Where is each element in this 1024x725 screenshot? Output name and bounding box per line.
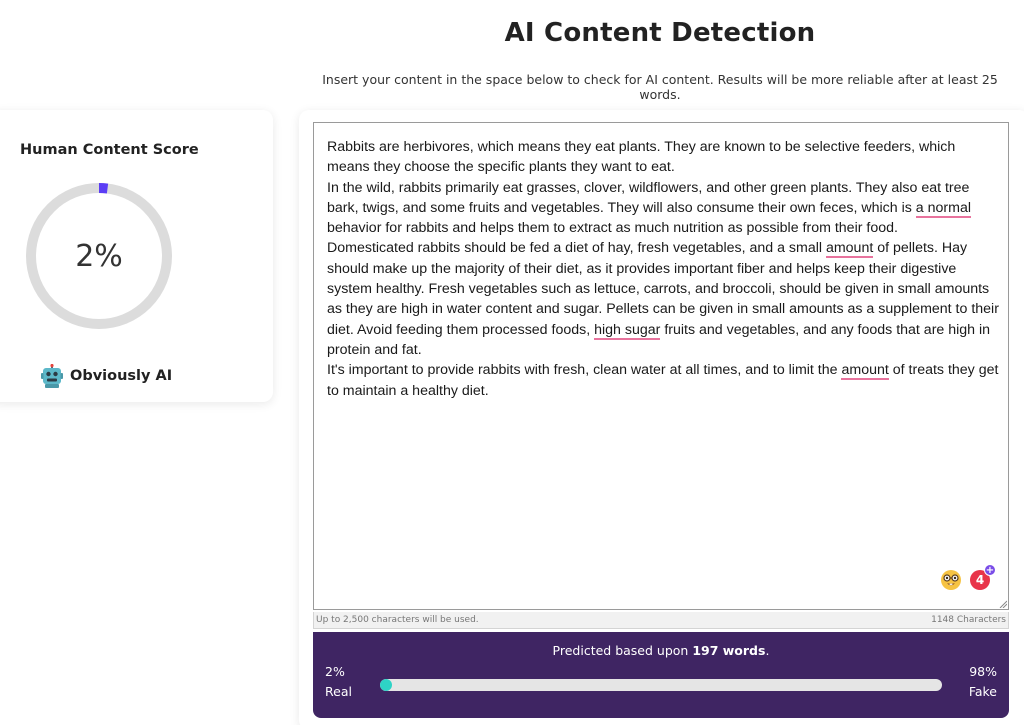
text-segment: In the wild, rabbits primarily eat grasses, clover, wildflowers, and other green plants. They also eat tree bark, twigs, and some fruits and vegetables. They will also consume their own feces, which is xyxy=(327,179,970,216)
fake-label: Fake xyxy=(968,684,997,699)
content-paragraph xyxy=(327,360,999,401)
text-segment: of treats they get to maintain a healthy diet. xyxy=(327,362,999,399)
fake-score xyxy=(969,662,997,702)
real-percent: 2% xyxy=(325,664,345,679)
text-segment: Rabbits are herbivores, which means they eat plants. They are known to be selective feeders, which means they choose the specific plants they want to eat. xyxy=(327,139,956,176)
real-score xyxy=(325,662,352,702)
robot-icon xyxy=(40,364,64,388)
text-segment: fruits and vegetables, and any foods that are high in protein and fat. xyxy=(327,321,991,358)
flagged-phrase[interactable]: amount xyxy=(825,240,874,257)
page-title: AI Content Detection xyxy=(504,18,816,48)
score-percent: 2% xyxy=(75,238,123,274)
verdict xyxy=(40,364,172,388)
word-count: 197 words xyxy=(692,643,766,658)
resize-handle-icon[interactable] xyxy=(999,600,1007,608)
prediction-caption xyxy=(313,643,1009,658)
char-limit-note: Up to 2,500 characters will be used. xyxy=(316,615,479,625)
editor-footer xyxy=(313,612,1009,629)
text-segment: of pellets. Hay should make up the majority of their diet, as it provides important fiber and helps keep their digestive system healthy. Fresh vegetables such as lettuce, carrots, and broccoli, should be given in small amounts as they are high in water content and sugar. Pellets can be given in small amounts as a supplement to their diet. Avoid feeding them processed foods, xyxy=(327,240,999,338)
content-paragraph xyxy=(327,137,999,178)
editor-icons xyxy=(940,565,995,591)
badge-plus-icon: + xyxy=(985,565,995,576)
real-fake-bar-fill xyxy=(380,679,392,691)
real-label: Real xyxy=(325,684,352,699)
flagged-phrase[interactable]: high sugar xyxy=(594,321,661,338)
text-segment: behavior for rabbits and helps them to extract as much nutrition as possible from their food. xyxy=(327,220,898,237)
page-subtitle: Insert your content in the space below to check for AI content. Results will be more reliable after at least 25 words. xyxy=(322,72,998,102)
content-paragraph xyxy=(327,178,999,239)
text-segment: Domesticated rabbits should be fed a diet of hay, fresh vegetables, and a small xyxy=(327,240,826,257)
content-textarea[interactable] xyxy=(313,122,1009,610)
real-fake-bar xyxy=(380,679,942,691)
content-text[interactable] xyxy=(327,137,999,401)
score-title: Human Content Score xyxy=(20,142,199,158)
prediction-panel xyxy=(313,632,1009,718)
grammar-badge-icon[interactable] xyxy=(970,565,995,590)
fake-percent: 98% xyxy=(969,664,997,679)
verdict-label: Obviously AI xyxy=(70,368,173,384)
caption-prefix: Predicted based upon xyxy=(552,643,693,658)
grammar-badge-count: 4 xyxy=(975,573,985,587)
char-count: 1148 Characters xyxy=(931,615,1006,625)
flagged-phrase[interactable]: a normal xyxy=(915,199,971,216)
content-paragraph xyxy=(327,238,999,360)
flagged-phrase[interactable]: amount xyxy=(841,362,889,379)
nerd-face-icon[interactable] xyxy=(940,569,962,591)
caption-suffix: . xyxy=(765,643,770,658)
text-segment: It's important to provide rabbits with fresh, clean water at all times, and to limit the xyxy=(327,362,842,379)
human-score-card xyxy=(0,110,273,402)
